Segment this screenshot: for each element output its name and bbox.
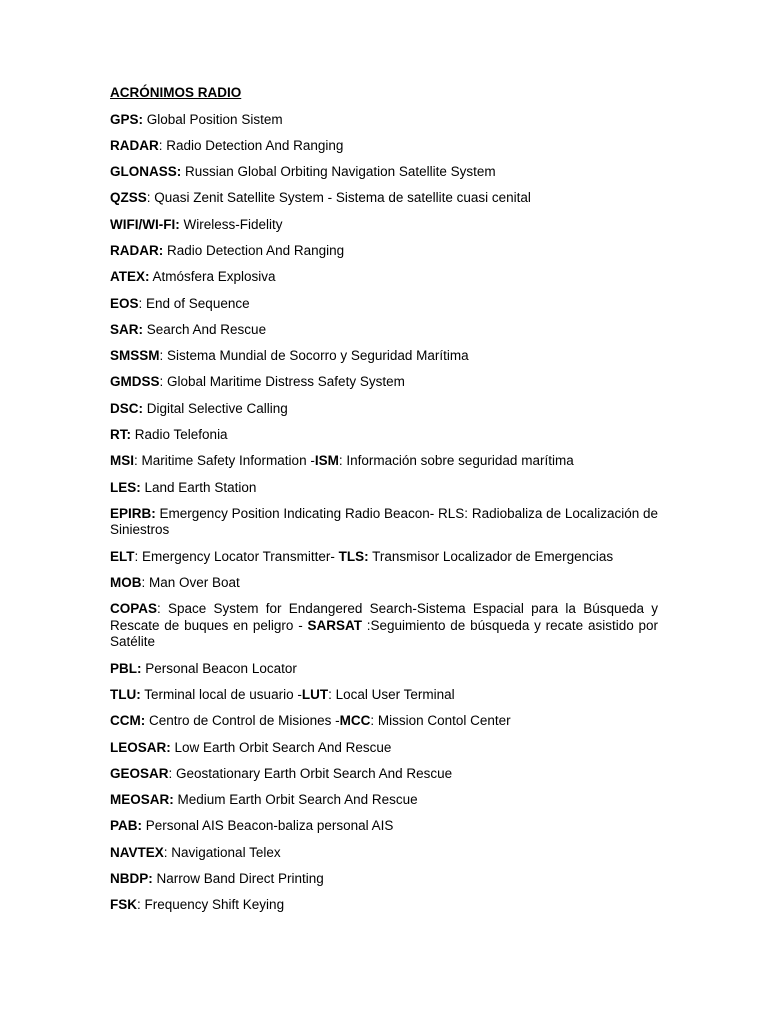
document-content — [110, 85, 658, 924]
acronym-definition: Search And Rescue — [143, 321, 267, 337]
acronym-entry — [110, 217, 658, 234]
acronym-definition: Digital Selective Calling — [143, 400, 288, 416]
acronym-definition: : Frequency Shift Keying — [137, 897, 285, 913]
acronym-entry — [110, 818, 658, 835]
acronym-entry — [110, 687, 658, 704]
acronym-definition: Medium Earth Orbit Search And Rescue — [173, 792, 418, 808]
acronym-definition: Low Earth Orbit Search And Rescue — [170, 739, 392, 755]
acronym-definition: Land Earth Station — [140, 479, 257, 495]
acronym-term: RT: — [110, 427, 131, 443]
acronym-term: DSC: — [110, 400, 143, 416]
acronym-term: SMSSM — [110, 348, 160, 364]
acronym-term: ELT — [110, 548, 135, 564]
acronym-definition: : Geostationary Earth Orbit Search And Rescue — [168, 765, 453, 781]
acronym-term: EPIRB: — [110, 505, 156, 521]
acronym-entry — [110, 269, 658, 286]
acronym-definition: : Maritime Safety Information - — [134, 453, 315, 469]
acronym-term: MCC — [339, 713, 371, 729]
acronym-term: TLU: — [110, 686, 141, 702]
acronym-term: ISM — [314, 453, 339, 469]
acronym-definition: : Space System for Endangered Search-Sistema Espacial para la Búsqueda y Rescate de buques en peligro - — [110, 601, 658, 633]
acronym-entry — [110, 296, 658, 313]
acronym-definition: Personal AIS Beacon-baliza personal AIS — [142, 818, 394, 834]
acronym-entry — [110, 549, 658, 566]
acronym-definition: Narrow Band Direct Printing — [152, 871, 324, 887]
acronym-definition: Personal Beacon Locator — [141, 660, 297, 676]
acronym-term: COPAS — [110, 601, 158, 617]
acronym-definition: Terminal local de usuario - — [140, 686, 302, 702]
acronym-definition: : Local User Terminal — [328, 686, 455, 702]
acronym-definition: Atmósfera Explosiva — [149, 269, 276, 285]
acronym-term: MOB — [110, 575, 142, 591]
acronym-definition: : Quasi Zenit Satellite System - Sistema de satellite cuasi cenital — [146, 190, 531, 206]
acronym-entry — [110, 427, 658, 444]
acronym-entry — [110, 506, 658, 539]
acronym-definition: : Sistema Mundial de Socorro y Seguridad Marítima — [159, 348, 469, 364]
acronym-term: LES: — [110, 479, 141, 495]
acronym-term: GMDSS — [110, 374, 160, 390]
acronym-term: MEOSAR: — [110, 792, 174, 808]
acronym-term: GEOSAR — [110, 765, 169, 781]
acronym-entry — [110, 138, 658, 155]
acronym-term: SARSAT — [307, 617, 362, 633]
acronym-entry — [110, 740, 658, 757]
acronym-term: GLONASS: — [110, 164, 182, 180]
acronym-entry — [110, 661, 658, 678]
acronym-entry — [110, 453, 658, 470]
acronym-term: RADAR: — [110, 242, 164, 258]
acronym-entry — [110, 401, 658, 418]
acronym-term: LUT — [301, 686, 329, 702]
acronym-entry — [110, 897, 658, 914]
acronym-entry — [110, 575, 658, 592]
acronym-term: TLS: — [338, 548, 369, 564]
acronym-term: NAVTEX — [110, 844, 164, 860]
acronym-term: QZSS — [110, 190, 147, 206]
acronym-entry — [110, 713, 658, 730]
acronym-term: MSI — [110, 453, 135, 469]
acronym-definition: : Man Over Boat — [141, 575, 240, 591]
acronym-term: LEOSAR: — [110, 739, 171, 755]
acronym-definition: : Emergency Locator Transmitter- — [134, 548, 339, 564]
acronym-entry — [110, 792, 658, 809]
acronym-list — [110, 112, 658, 914]
acronym-entry — [110, 480, 658, 497]
acronym-term: ATEX: — [110, 269, 150, 285]
acronym-definition: Wireless-Fidelity — [179, 216, 283, 232]
acronym-term: GPS: — [110, 111, 144, 127]
acronym-term: SAR: — [110, 321, 143, 337]
acronym-term: EOS — [110, 295, 139, 311]
acronym-entry — [110, 845, 658, 862]
acronym-definition: Radio Telefonia — [131, 427, 228, 443]
document-title: ACRÓNIMOS RADIO — [110, 85, 242, 100]
acronym-term: NBDP: — [110, 871, 153, 887]
acronym-definition: :Seguimiento de búsqueda y recate asistido por Satélite — [110, 617, 658, 650]
acronym-term: PAB: — [110, 818, 142, 834]
acronym-term: PBL: — [110, 660, 142, 676]
acronym-definition: Transmisor Localizador de Emergencias — [368, 548, 614, 564]
acronym-entry — [110, 190, 658, 207]
acronym-term: RADAR — [110, 137, 159, 153]
acronym-entry — [110, 601, 658, 651]
acronym-entry — [110, 322, 658, 339]
acronym-entry — [110, 766, 658, 783]
acronym-definition: Radio Detection And Ranging — [163, 242, 345, 258]
acronym-definition: Russian Global Orbiting Navigation Satellite System — [181, 164, 496, 180]
acronym-definition: : Global Maritime Distress Safety System — [159, 374, 405, 390]
acronym-entry — [110, 374, 658, 391]
acronym-term: FSK — [110, 897, 137, 913]
acronym-definition: : Información sobre seguridad marítima — [338, 453, 574, 469]
acronym-definition: : Radio Detection And Ranging — [158, 137, 344, 153]
acronym-term: WIFI/WI-FI: — [110, 216, 180, 232]
acronym-definition: Global Position Sistem — [143, 111, 283, 127]
acronym-definition: : Navigational Telex — [163, 844, 281, 860]
acronym-entry — [110, 871, 658, 888]
acronym-definition: Centro de Control de Misiones - — [145, 713, 340, 729]
acronym-term: CCM: — [110, 713, 146, 729]
acronym-definition: : End of Sequence — [138, 295, 250, 311]
acronym-definition: : Mission Contol Center — [370, 713, 511, 729]
acronym-entry — [110, 348, 658, 365]
acronym-definition: Emergency Position Indicating Radio Beacon- RLS: Radiobaliza de Localización de Siniestros — [110, 505, 658, 538]
acronym-entry — [110, 164, 658, 181]
acronym-entry — [110, 243, 658, 260]
acronym-entry — [110, 112, 658, 129]
